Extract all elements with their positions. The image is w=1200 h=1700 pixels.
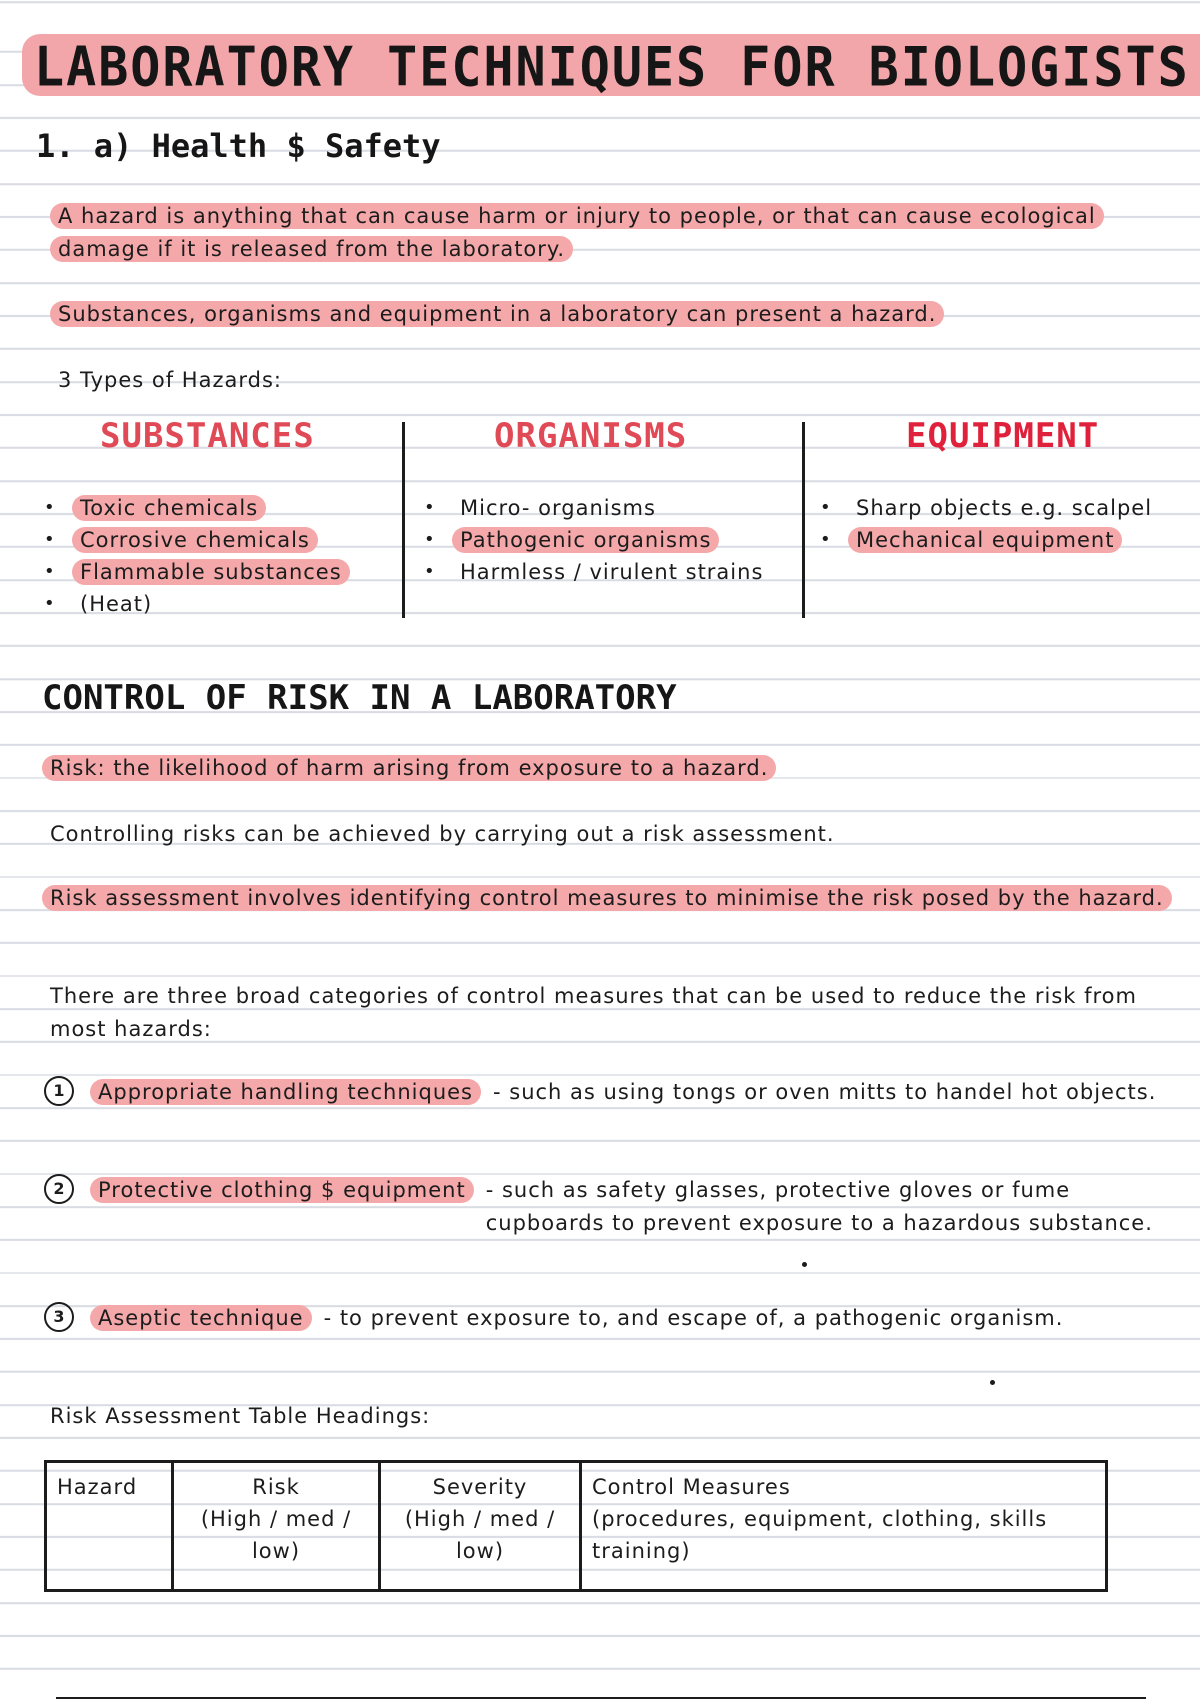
list-item: • Toxic chemicals	[44, 492, 350, 524]
list-item: • Harmless / virulent strains	[424, 556, 771, 588]
control-measure-label: Appropriate handling techniques	[90, 1079, 481, 1105]
risk-definition	[42, 752, 1162, 785]
bottom-rule	[56, 1697, 1146, 1699]
list-item: • Corrosive chemicals	[44, 524, 350, 556]
control-measure-item	[90, 1302, 1190, 1335]
risk-assessment-table	[44, 1460, 1108, 1592]
number-1-icon: 1	[44, 1076, 74, 1106]
control-measure-item	[90, 1076, 1180, 1109]
control-measure-label: Aseptic technique	[90, 1305, 312, 1331]
page-title: LABORATORY TECHNIQUES FOR BIOLOGISTS	[34, 35, 1190, 99]
column-heading-organisms: ORGANISMS	[494, 416, 688, 456]
hazard-sources-text: Substances, organisms and equipment in a laboratory can present a hazard.	[50, 301, 944, 327]
table-header-risk: Risk (High / med / low)	[173, 1462, 380, 1591]
organisms-list	[424, 492, 771, 588]
list-item: • Flammable substances	[44, 556, 350, 588]
list-item: • Mechanical equipment	[820, 524, 1160, 556]
table-header-severity: Severity (High / med / low)	[380, 1462, 581, 1591]
substances-list	[44, 492, 350, 620]
hazard-definition-text: A hazard is anything that can cause harm or injury to people, or that can cause ecological damage if it is released from the laboratory.	[50, 203, 1104, 262]
table-header-control-measures: Control Measures (procedures, equipment, clothing, skills training)	[581, 1462, 1107, 1591]
section-heading-control-of-risk: CONTROL OF RISK IN A LABORATORY	[42, 678, 677, 718]
risk-table-label: Risk Assessment Table Headings:	[50, 1404, 431, 1428]
control-measure-description: - such as safety glasses, protective gloves or fume cupboards to prevent exposure to a hazardous substance.	[485, 1178, 1153, 1235]
list-item: • Pathogenic organisms	[424, 524, 771, 556]
column-heading-equipment: EQUIPMENT	[906, 416, 1100, 456]
controlling-risks: Controlling risks can be achieved by carrying out a risk assessment.	[50, 822, 835, 846]
table-header-hazard: Hazard	[46, 1462, 173, 1591]
column-divider	[402, 422, 405, 618]
column-heading-substances: SUBSTANCES	[100, 416, 315, 456]
section-heading-health-safety: 1. a) Health $ Safety	[36, 127, 441, 165]
list-item: • (Heat)	[44, 588, 350, 620]
table-row	[46, 1462, 1107, 1591]
risk-definition-text: Risk: the likelihood of harm arising from exposure to a hazard.	[42, 755, 776, 781]
list-item: • Micro- organisms	[424, 492, 771, 524]
control-measure-item	[90, 1174, 1190, 1240]
control-measure-description: - to prevent exposure to, and escape of, a pathogenic organism.	[323, 1306, 1064, 1330]
control-measure-label: Protective clothing $ equipment	[90, 1177, 474, 1203]
risk-assessment-definition	[42, 882, 1172, 915]
column-divider	[802, 422, 805, 618]
number-3-icon: 3	[44, 1302, 74, 1332]
hazard-definition	[50, 200, 1170, 266]
number-2-icon: 2	[44, 1174, 74, 1204]
list-item: • Sharp objects e.g. scalpel	[820, 492, 1160, 524]
risk-assessment-text: Risk assessment involves identifying control measures to minimise the risk posed by the hazard.	[42, 885, 1172, 911]
equipment-list	[820, 492, 1160, 556]
control-measure-description: - such as using tongs or oven mitts to handel hot objects.	[493, 1080, 1157, 1104]
ink-dot	[802, 1262, 807, 1267]
control-categories-intro: There are three broad categories of control measures that can be used to reduce the risk from most hazards:	[50, 984, 1137, 1041]
ink-dot	[990, 1380, 995, 1385]
types-of-hazards-label: 3 Types of Hazards:	[58, 368, 282, 392]
hazard-sources	[50, 298, 1170, 331]
